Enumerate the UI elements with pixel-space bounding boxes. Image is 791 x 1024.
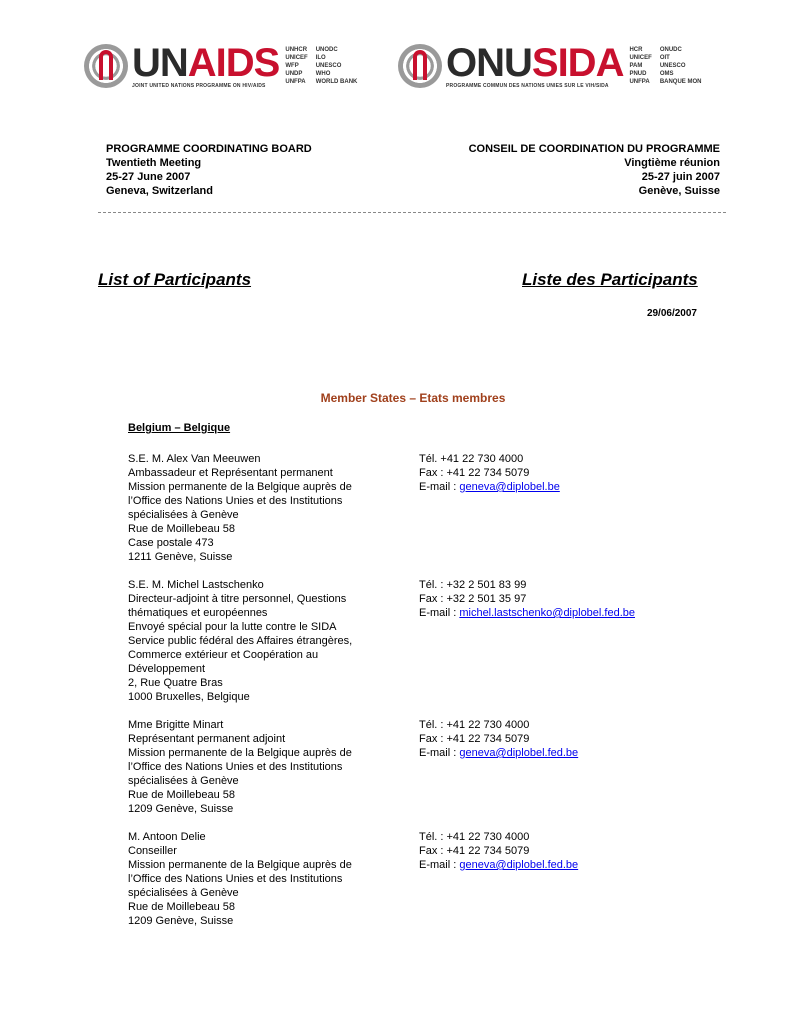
participant-name: M. Antoon Delie — [128, 831, 206, 843]
address-line: spécialisées à Genève — [128, 509, 239, 521]
address-line: Rue de Moillebeau 58 — [128, 901, 236, 913]
meeting-dates: 25-27 juin 2007 — [641, 171, 720, 183]
un-emblem-icon — [84, 44, 128, 88]
address-line: Rue de Moillebeau 58 — [128, 523, 236, 535]
address-line: 1209 Genève, Suisse — [128, 803, 234, 815]
participant-name: Mme Brigitte Minart — [128, 719, 224, 731]
address-line: Développement — [128, 663, 206, 675]
address-line: 1211 Genève, Suisse — [128, 551, 233, 563]
telephone: Tél. : +41 22 730 4000 — [419, 719, 530, 731]
email-label: E-mail : — [419, 607, 460, 619]
participant-contact — [419, 452, 739, 494]
meeting-location: Geneva, Switzerland — [106, 185, 213, 197]
meeting-location: Genève, Suisse — [638, 185, 720, 197]
onusida-tagline: PROGRAMME COMMUN DES NATIONS UNIES SUR LE VIH/SIDA — [446, 82, 609, 89]
country-heading: Belgium – Belgique — [128, 422, 231, 434]
onusida-logo — [398, 40, 701, 92]
document-date: 29/06/2007 — [646, 308, 697, 319]
telephone: Tél. : +32 2 501 83 99 — [419, 579, 527, 591]
address-line: 1209 Genève, Suisse — [128, 915, 234, 927]
address-line: Rue de Moillebeau 58 — [128, 789, 236, 801]
address-line: Envoyé spécial pour la lutte contre le SIDA — [128, 621, 337, 633]
unaids-tagline: JOINT UNITED NATIONS PROGRAMME ON HIV/AIDS — [132, 82, 266, 89]
address-line: Représentant permanent adjoint — [128, 733, 286, 745]
email-link[interactable]: michel.lastschenko@diplobel.fed.be — [459, 607, 635, 619]
header-french — [469, 142, 720, 198]
participant-address — [128, 578, 398, 704]
address-line: spécialisées à Genève — [128, 775, 239, 787]
email-label: E-mail : — [419, 747, 460, 759]
cosponsor-list: HCR ONUDC UNICEF OIT PAM UNESCO PNUD OMS UNFPA BANQUE MON — [629, 47, 702, 85]
telephone: Tél. : +41 22 730 4000 — [419, 831, 530, 843]
address-line: Case postale 473 — [128, 537, 214, 549]
board-name: CONSEIL DE COORDINATION DU PROGRAMME — [468, 143, 720, 155]
fax: Fax : +41 22 734 5079 — [419, 733, 530, 745]
address-line: 1000 Bruxelles, Belgique — [128, 691, 250, 703]
address-line: Conseiller — [128, 845, 177, 857]
address-line: Directeur-adjoint à titre personnel, Questions — [128, 593, 347, 605]
unaids-logo — [84, 40, 357, 92]
address-line: l’Office des Nations Unies et des Institutions — [128, 873, 343, 885]
participant-name: S.E. M. Michel Lastschenko — [128, 579, 264, 591]
header-english — [106, 142, 312, 198]
address-line: l’Office des Nations Unies et des Institutions — [128, 495, 343, 507]
email-line — [419, 746, 739, 760]
address-line: Service public fédéral des Affaires étrangères, — [128, 635, 353, 647]
address-line: thématiques et européennes — [128, 607, 268, 619]
address-line: Mission permanente de la Belgique auprès de — [128, 747, 352, 759]
unaids-wordmark: UNAIDS — [132, 40, 280, 85]
page-title-french: Liste des Participants — [522, 270, 698, 289]
meeting-dates: 25-27 June 2007 — [106, 171, 191, 183]
participant-contact — [419, 718, 739, 760]
un-emblem-icon — [398, 44, 442, 88]
header-divider — [98, 212, 726, 213]
section-heading: Member States – Etats membres — [320, 391, 506, 405]
onusida-wordmark: ONUSIDA — [446, 40, 624, 85]
participant-address — [128, 830, 398, 928]
participant-contact — [419, 578, 739, 620]
address-line: spécialisées à Genève — [128, 887, 239, 899]
address-line: Ambassadeur et Représentant permanent — [128, 467, 333, 479]
email-line — [419, 606, 739, 620]
meeting-name: Twentieth Meeting — [106, 157, 202, 169]
participant-contact — [419, 830, 739, 872]
meeting-name: Vingtième réunion — [624, 157, 720, 169]
page-title-english: List of Participants — [98, 270, 252, 289]
email-link[interactable]: geneva@diplobel.fed.be — [459, 859, 579, 871]
fax: Fax : +41 22 734 5079 — [419, 467, 530, 479]
telephone: Tél. +41 22 730 4000 — [419, 453, 524, 465]
fax: Fax : +32 2 501 35 97 — [419, 593, 527, 605]
email-line — [419, 858, 739, 872]
fax: Fax : +41 22 734 5079 — [419, 845, 530, 857]
address-line: Mission permanente de la Belgique auprès de — [128, 481, 352, 493]
address-line: l’Office des Nations Unies et des Institutions — [128, 761, 343, 773]
cosponsor-list: UNHCR UNODC UNICEF ILO WFP UNESCO UNDP WHO UNFPA WORLD BANK — [285, 47, 358, 85]
participant-name: S.E. M. Alex Van Meeuwen — [128, 453, 261, 465]
email-line — [419, 480, 739, 494]
board-name: PROGRAMME COORDINATING BOARD — [106, 143, 312, 155]
address-line: Commerce extérieur et Coopération au — [128, 649, 319, 661]
email-link[interactable]: geneva@diplobel.be — [459, 481, 560, 493]
email-label: E-mail : — [419, 859, 460, 871]
participant-address — [128, 452, 398, 564]
address-line: Mission permanente de la Belgique auprès de — [128, 859, 352, 871]
address-line: 2, Rue Quatre Bras — [128, 677, 223, 689]
participant-address — [128, 718, 398, 816]
email-link[interactable]: geneva@diplobel.fed.be — [459, 747, 579, 759]
email-label: E-mail : — [419, 481, 460, 493]
